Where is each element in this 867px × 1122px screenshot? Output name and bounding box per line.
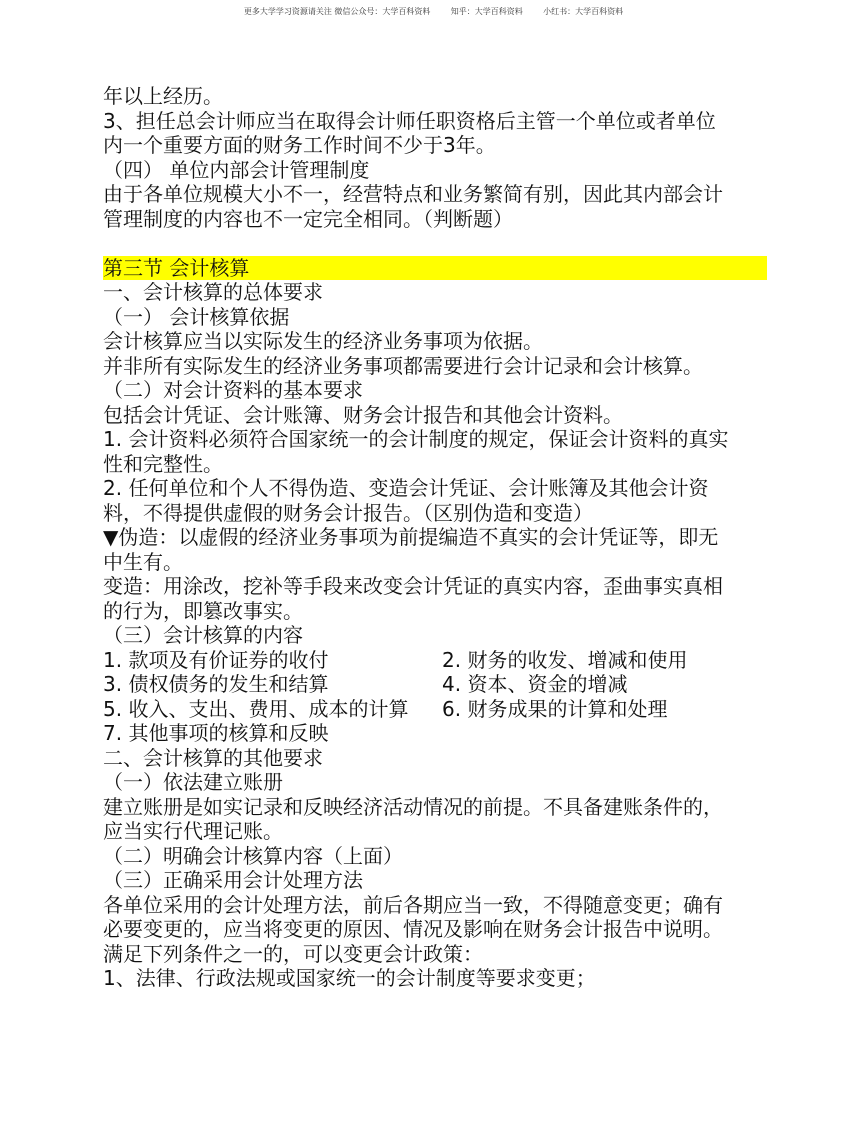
text-line: 应当实行代理记账。 xyxy=(103,819,283,843)
text-line: 满足下列条件之一的，可以变更会计政策： xyxy=(103,941,483,966)
subheading: （一） 会计核算依据 xyxy=(103,304,290,329)
list-row xyxy=(103,672,767,697)
subheading: （二）明确会计核算内容（上面） xyxy=(103,843,403,868)
top-lines xyxy=(103,84,767,231)
list-item: 5. 收入、支出、费用、成本的计算 xyxy=(103,696,409,721)
text-line: 中生有。 xyxy=(103,549,183,574)
text-line: 1. 会计资料必须符合国家统一的会计制度的规定，保证会计资料的真实 xyxy=(103,427,729,451)
text-line: 的行为，即篡改事实。 xyxy=(103,598,303,623)
list-item: 7. 其他事项的核算和反映 xyxy=(103,721,329,745)
list-item: 6. 财务成果的计算和处理 xyxy=(442,696,668,721)
heading: 二、会计核算的其他要求 xyxy=(103,745,323,770)
text-line: 必要变更的，应当将变更的原因、情况及影响在财务会计报告中说明。 xyxy=(103,917,723,941)
mid-lines xyxy=(103,280,767,648)
list-item: 2. 财务的收发、增减和使用 xyxy=(442,647,688,672)
text-line: 性和完整性。 xyxy=(103,451,223,476)
text-line: 并非所有实际发生的经济业务事项都需要进行会计记录和会计核算。 xyxy=(103,353,703,378)
content-items-list xyxy=(103,648,767,722)
text-line: 内一个重要方面的财务工作时间不少于3年。 xyxy=(103,133,496,157)
text-line: 由于各单位规模大小不一，经营特点和业务繁简有别，因此其内部会计 xyxy=(103,182,723,206)
bottom-lines xyxy=(103,721,767,991)
text-line: 管理制度的内容也不一定完全相同。（判断题） xyxy=(103,206,513,231)
page-header: 更多大学学习资源请关注 微信公众号：大学百科资料 知乎：大学百科资料 小红书：大学百科资料 xyxy=(243,7,624,16)
text-line: 包括会计凭证、会计账簿、财务会计报告和其他会计资料。 xyxy=(103,402,623,427)
subheading: （二）对会计资料的基本要求 xyxy=(103,378,363,402)
text-line: 料，不得提供虚假的财务会计报告。（区别伪造和变造） xyxy=(103,500,593,525)
text-line: ▼伪造：以虚假的经济业务事项为前提编造不真实的会计凭证等，即无 xyxy=(103,525,719,549)
section-title: 第三节 会计核算 xyxy=(103,256,767,281)
document-body xyxy=(103,84,767,991)
list-row xyxy=(103,648,767,673)
list-item: 4. 资本、资金的增减 xyxy=(442,672,628,696)
text-line: 1、法律、行政法规或国家统一的会计制度等要求变更； xyxy=(103,966,596,990)
spacer xyxy=(103,231,767,256)
text-line: 年以上经历。 xyxy=(103,84,223,108)
text-line: 3、担任总会计师应当在取得会计师任职资格后主管一个单位或者单位 xyxy=(103,108,716,133)
text-line: 各单位采用的会计处理方法，前后各期应当一致，不得随意变更；确有 xyxy=(103,892,723,917)
subheading: （四） 单位内部会计管理制度 xyxy=(103,157,370,182)
subheading: （三）正确采用会计处理方法 xyxy=(103,868,363,892)
list-item: 1. 款项及有价证券的收付 xyxy=(103,647,329,672)
list-item: 3. 债权债务的发生和结算 xyxy=(103,672,329,696)
text-line: 变造：用涂改，挖补等手段来改变会计凭证的真实内容，歪曲事实真相 xyxy=(103,574,723,598)
subheading: （一）依法建立账册 xyxy=(103,770,283,794)
text-line: 会计核算应当以实际发生的经济业务事项为依据。 xyxy=(103,329,543,353)
text-line: 建立账册是如实记录和反映经济活动情况的前提。不具备建账条件的， xyxy=(103,794,723,819)
text-line: 2. 任何单位和个人不得伪造、变造会计凭证、会计账簿及其他会计资 xyxy=(103,476,709,500)
list-row xyxy=(103,697,767,722)
subheading: （三）会计核算的内容 xyxy=(103,623,303,647)
heading: 一、会计核算的总体要求 xyxy=(103,280,323,304)
